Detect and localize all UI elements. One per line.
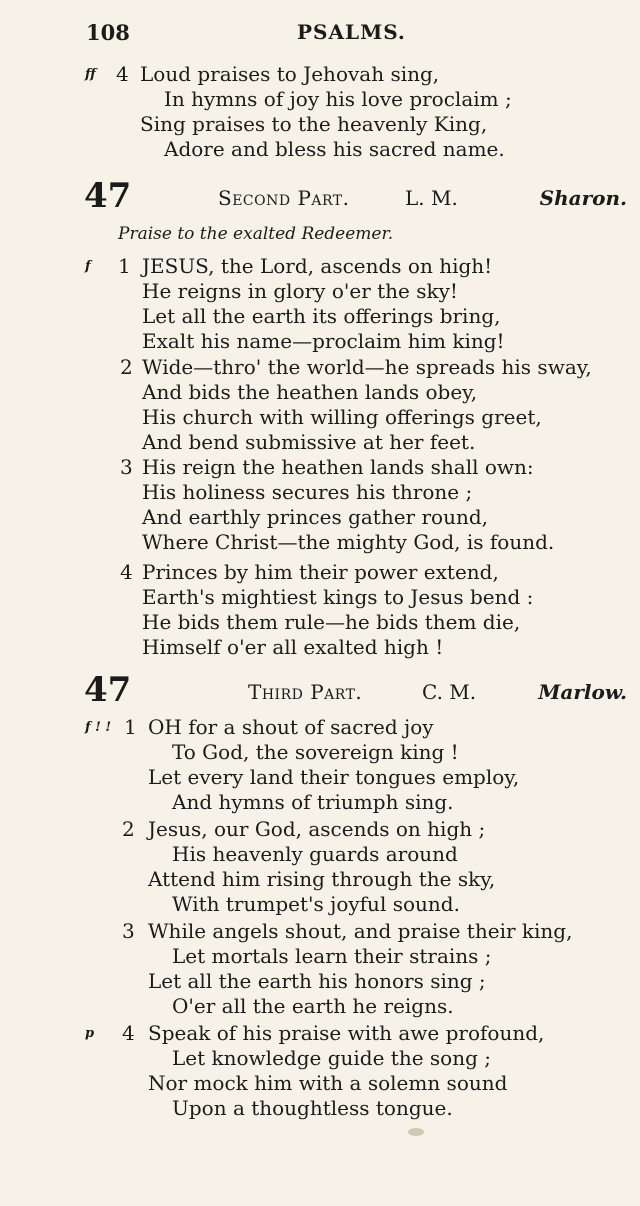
stanza-number: 2 bbox=[122, 817, 135, 841]
verse-text: Attend him rising through the sky, bbox=[148, 867, 496, 891]
verse-text: His holiness secures his throne ; bbox=[142, 480, 473, 504]
verse-line bbox=[82, 112, 627, 137]
verse-text: And earthly princes gather round, bbox=[142, 505, 488, 529]
psalm-heading bbox=[82, 670, 627, 714]
verse-line bbox=[82, 944, 627, 969]
verse-text: His heavenly guards around bbox=[172, 842, 458, 866]
verse-line bbox=[82, 610, 627, 635]
verse-text: Let all the earth his honors sing ; bbox=[148, 969, 486, 993]
stanza-number: 1 bbox=[124, 715, 137, 739]
verse-line bbox=[82, 817, 627, 842]
verse-line bbox=[82, 969, 627, 994]
dynamic-mark: p bbox=[85, 1026, 95, 1041]
verse-line bbox=[82, 380, 627, 405]
stanza bbox=[82, 1021, 627, 1121]
verse-line bbox=[82, 919, 627, 944]
meter: L. M. bbox=[405, 186, 458, 210]
verse-text: Speak of his praise with awe profound, bbox=[148, 1021, 545, 1045]
tune-name: Sharon. bbox=[539, 186, 627, 210]
verse-text: In hymns of joy his love proclaim ; bbox=[164, 87, 512, 111]
verse-text: And bids the heathen lands obey, bbox=[142, 380, 478, 404]
stanza bbox=[82, 62, 627, 162]
verse-line bbox=[82, 480, 627, 505]
stanza-number: 4 bbox=[120, 560, 133, 584]
verse-text: Princes by him their power extend, bbox=[142, 560, 499, 584]
verse-line bbox=[82, 1096, 627, 1121]
verse-text: Let knowledge guide the song ; bbox=[172, 1046, 491, 1070]
psalm-heading bbox=[82, 176, 627, 220]
verse-text: OH for a shout of sacred joy bbox=[148, 715, 434, 739]
stanza-number: 4 bbox=[116, 62, 129, 86]
verse-text: Let mortals learn their strains ; bbox=[172, 944, 492, 968]
verse-text: His reign the heathen lands shall own: bbox=[142, 455, 534, 479]
hymn-subtitle: Praise to the exalted Redeemer. bbox=[118, 224, 394, 244]
verse-line bbox=[82, 1071, 627, 1096]
verse-text: Upon a thoughtless tongue. bbox=[172, 1096, 453, 1120]
tune-name: Marlow. bbox=[538, 680, 627, 704]
verse-line bbox=[82, 867, 627, 892]
verse-text: O'er all the earth he reigns. bbox=[172, 994, 454, 1018]
verse-text: He bids them rule—he bids them die, bbox=[142, 610, 521, 634]
verse-text: To God, the sovereign king ! bbox=[172, 740, 459, 764]
verse-text: While angels shout, and praise their king, bbox=[148, 919, 573, 943]
verse-line bbox=[82, 87, 627, 112]
verse-line bbox=[82, 994, 627, 1019]
verse-line bbox=[82, 137, 627, 162]
verse-text: Nor mock him with a solemn sound bbox=[148, 1071, 508, 1095]
verse-text: Himself o'er all exalted high ! bbox=[142, 635, 444, 659]
verse-line bbox=[82, 635, 627, 660]
verse-text: Jesus, our God, ascends on high ; bbox=[148, 817, 486, 841]
verse-text: His church with willing offerings greet, bbox=[142, 405, 542, 429]
verse-text: Earth's mightiest kings to Jesus bend : bbox=[142, 585, 534, 609]
verse-line bbox=[82, 842, 627, 867]
part-title: Third Part. bbox=[248, 680, 363, 704]
verse-text: With trumpet's joyful sound. bbox=[172, 892, 460, 916]
verse-text: And bend submissive at her feet. bbox=[142, 430, 476, 454]
stanza bbox=[82, 560, 627, 660]
dynamic-mark: ff bbox=[85, 67, 96, 82]
verse-text: Wide—thro' the world—he spreads his sway, bbox=[142, 355, 592, 379]
stanza-number: 3 bbox=[122, 919, 135, 943]
verse-line bbox=[82, 715, 627, 740]
verse-line bbox=[82, 62, 627, 87]
verse-text: Adore and bless his sacred name. bbox=[164, 137, 505, 161]
verse-line bbox=[82, 329, 627, 354]
verse-text: Let all the earth its offerings bring, bbox=[142, 304, 501, 328]
stanza bbox=[82, 919, 627, 1019]
verse-text: He reigns in glory o'er the sky! bbox=[142, 279, 458, 303]
verse-line bbox=[82, 455, 627, 480]
verse-text: Where Christ—the mighty God, is found. bbox=[142, 530, 555, 554]
verse-line bbox=[82, 585, 627, 610]
verse-text: Sing praises to the heavenly King, bbox=[140, 112, 488, 136]
verse-line bbox=[82, 279, 627, 304]
stanza-number: 4 bbox=[122, 1021, 135, 1045]
verse-line bbox=[82, 790, 627, 815]
verse-line bbox=[82, 560, 627, 585]
dynamic-mark: f bbox=[85, 259, 91, 274]
verse-line bbox=[82, 740, 627, 765]
verse-line bbox=[82, 405, 627, 430]
verse-line bbox=[82, 530, 627, 555]
verse-text: Loud praises to Jehovah sing, bbox=[140, 62, 440, 86]
verse-line bbox=[82, 892, 627, 917]
stanza bbox=[82, 715, 627, 815]
stanza-number: 2 bbox=[120, 355, 133, 379]
verse-line bbox=[82, 1021, 627, 1046]
stanza-number: 3 bbox=[120, 455, 133, 479]
verse-line bbox=[82, 355, 627, 380]
ink-blot bbox=[408, 1128, 424, 1136]
page-header bbox=[82, 18, 610, 48]
stanza bbox=[82, 254, 627, 354]
verse-line bbox=[82, 1046, 627, 1071]
part-title: Second Part. bbox=[218, 186, 350, 210]
verse-text: JESUS, the Lord, ascends on high! bbox=[142, 254, 493, 278]
stanza bbox=[82, 455, 627, 555]
meter: C. M. bbox=[422, 680, 477, 704]
page-number: 108 bbox=[86, 20, 130, 45]
dynamic-mark: f ! ! bbox=[85, 720, 112, 735]
verse-text: And hymns of triumph sing. bbox=[172, 790, 454, 814]
stanza-number: 1 bbox=[118, 254, 131, 278]
verse-text: Exalt his name—proclaim him king! bbox=[142, 329, 505, 353]
psalm-number: 47 bbox=[84, 176, 132, 216]
verse-line bbox=[82, 505, 627, 530]
verse-text: Let every land their tongues employ, bbox=[148, 765, 520, 789]
stanza bbox=[82, 817, 627, 917]
verse-line bbox=[82, 304, 627, 329]
verse-line bbox=[82, 430, 627, 455]
stanza bbox=[82, 355, 627, 455]
verse-line bbox=[82, 254, 627, 279]
running-head: PSALMS. bbox=[297, 20, 406, 44]
psalm-number: 47 bbox=[84, 670, 132, 710]
verse-line bbox=[82, 765, 627, 790]
